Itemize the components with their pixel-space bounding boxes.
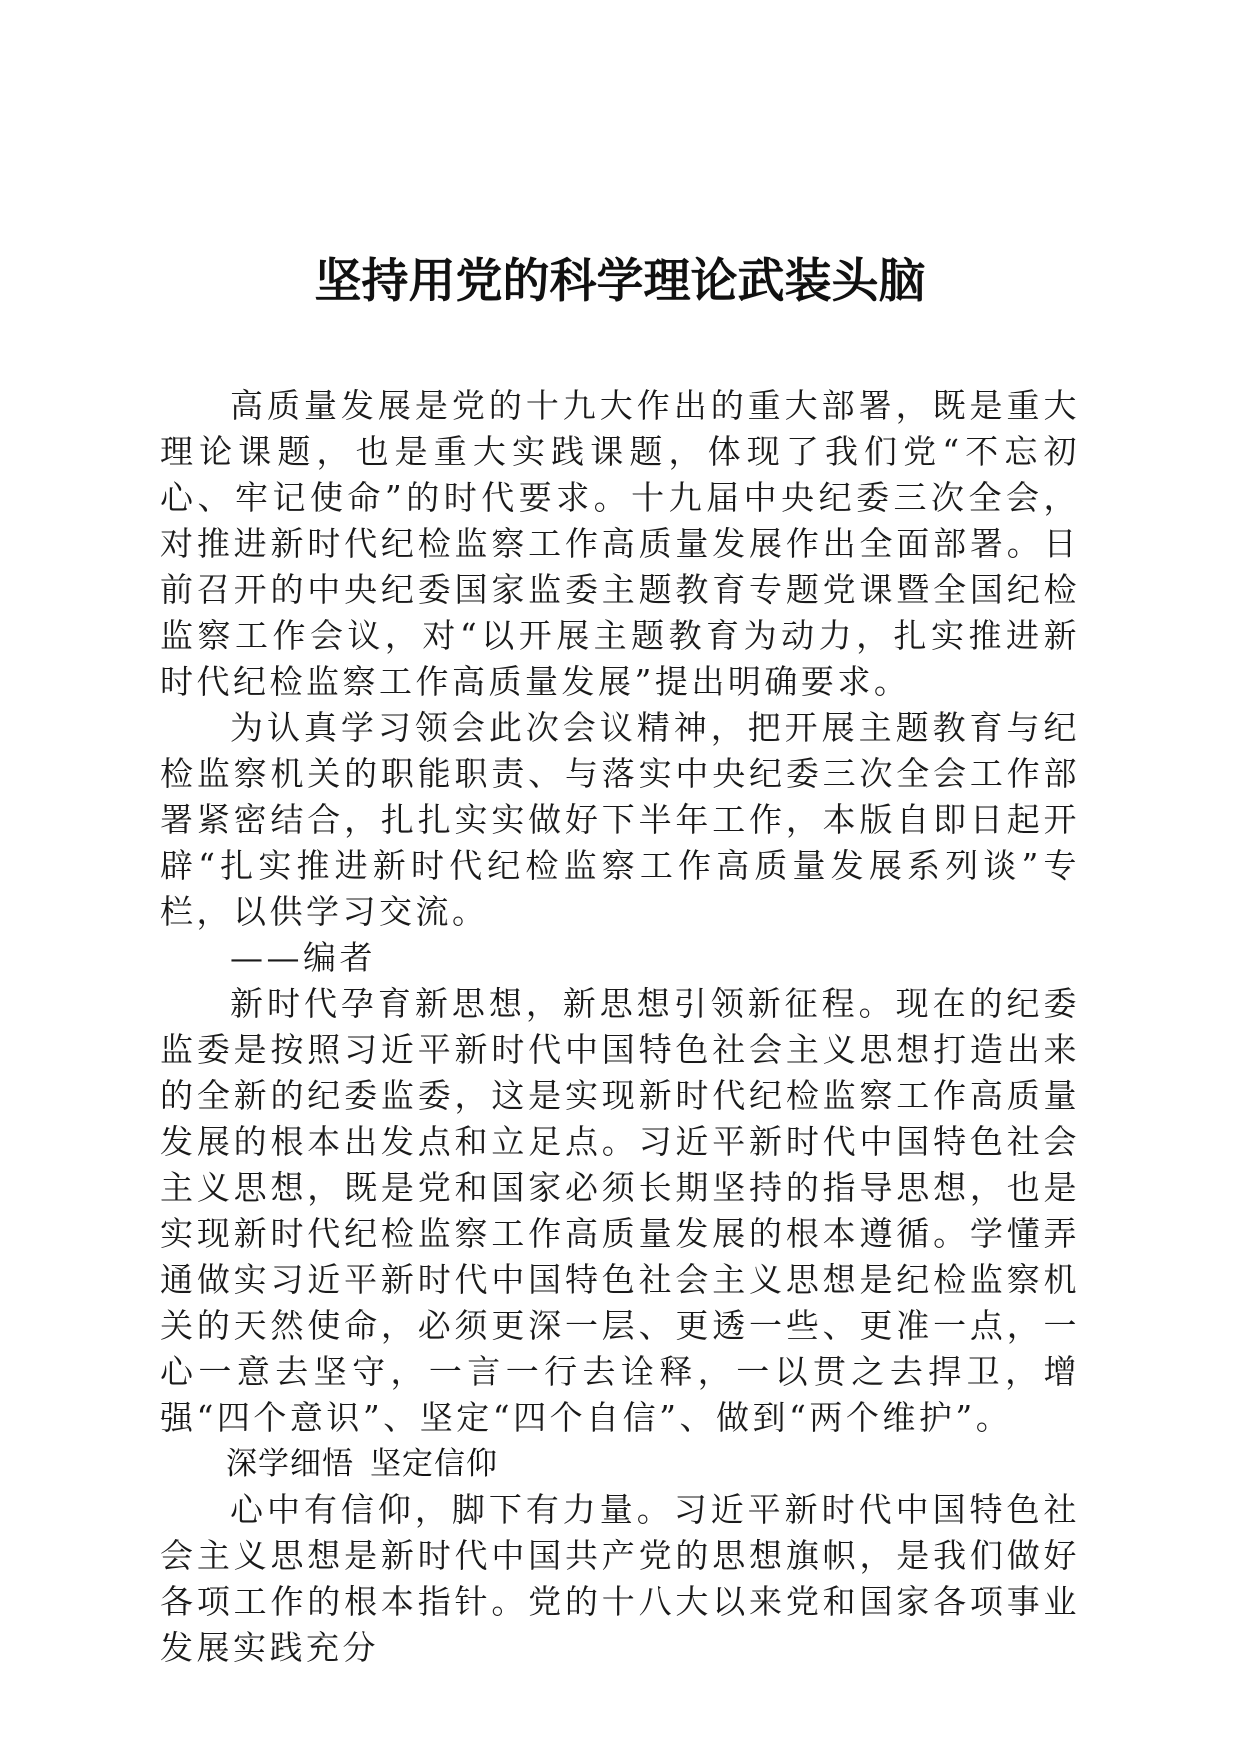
section-heading-part2: 坚定信仰 — [370, 1446, 498, 1482]
intro-paragraph-2: 为认真学习领会此次会议精神，把开展主题教育与纪检监察机关的职能职责、与落实中央纪委三次全会工作部署紧密结合，扎扎实实做好下半年工作，本版自即日起开辟“扎实推进新时代纪检监察工作高质量发展系列谈”专栏，以供学习交流。 — [160, 708, 1080, 931]
section-heading — [160, 1441, 1080, 1487]
section-paragraph: 心中有信仰，脚下有力量。习近平新时代中国特色社会主义思想是新时代中国共产党的思想旗帜，是我们做好各项工作的根本指针。党的十八大以来党和国家各项事业发展实践充分 — [160, 1490, 1080, 1667]
intro-paragraph-1: 高质量发展是党的十九大作出的重大部署，既是重大理论课题，也是重大实践课题，体现了我们党“不忘初心、牢记使命”的时代要求。十九届中央纪委三次全会，对推进新时代纪检监察工作高质量发展作出全面部署。日前召开的中央纪委国家监委主题教育专题党课暨全国纪检监察工作会议，对“以开展主题教育为动力，扎实推进新时代纪检监察工作高质量发展”提出明确要求。 — [160, 386, 1080, 701]
section-heading-part1: 深学细悟 — [226, 1446, 354, 1482]
article-body — [160, 383, 1080, 1671]
editor-signature: ——编者 — [230, 938, 376, 977]
page-title: 坚持用党的科学理论武装头脑 — [314, 254, 926, 309]
main-paragraph: 新时代孕育新思想，新思想引领新征程。现在的纪委监委是按照习近平新时代中国特色社会主义思想打造出来的全新的纪委监委，这是实现新时代纪检监察工作高质量发展的根本出发点和立足点。习近平新时代中国特色社会主义思想，既是党和国家必须长期坚持的指导思想，也是实现新时代纪检监察工作高质量发展的根本遵循。学懂弄通做实习近平新时代中国特色社会主义思想是纪检监察机关的天然使命，必须更深一层、更透一些、更准一点，一心一意去坚守，一言一行去诠释，一以贯之去捍卫，增强“四个意识”、坚定“四个自信”、做到“两个维护”。 — [160, 984, 1080, 1437]
